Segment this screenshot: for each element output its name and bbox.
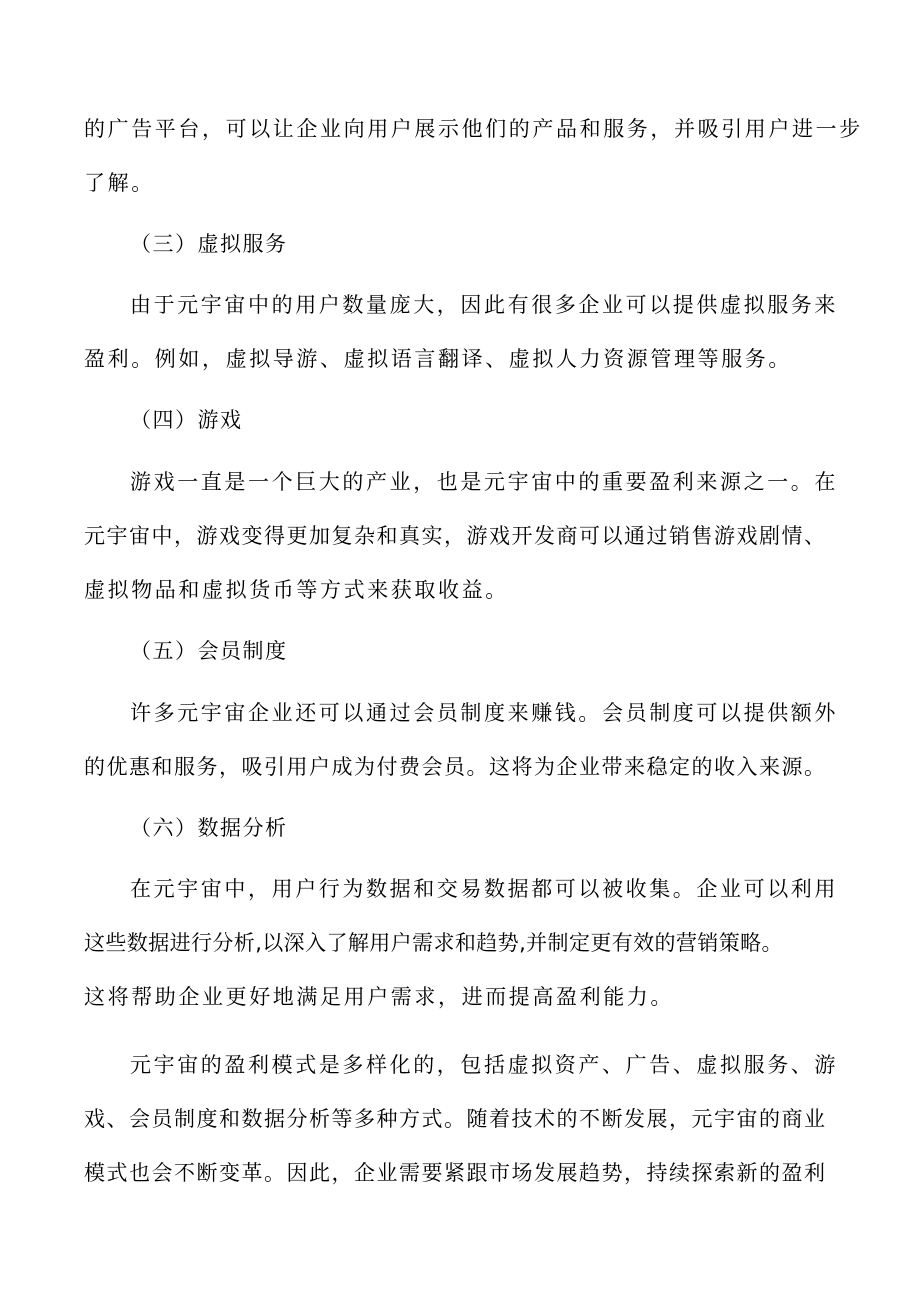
- section-heading-data-analysis: （六）数据分析: [130, 816, 288, 840]
- paragraph-line: 的优惠和服务，吸引用户成为付费会员。这将为企业带来稳定的收入来源。: [84, 755, 827, 779]
- paragraph-line: 模式也会不断变革。因此，企业需要紧跟市场发展趋势，持续探索新的盈利: [84, 1161, 827, 1185]
- paragraph-line: 元宇宙的盈利模式是多样化的，包括虚拟资产、广告、虚拟服务、游: [130, 1053, 838, 1077]
- paragraph-line: 虚拟物品和虚拟货币等方式来获取收益。: [84, 578, 509, 602]
- paragraph-line: 的广告平台，可以让企业向用户展示他们的产品和服务，并吸引用户进一步: [84, 117, 863, 141]
- section-heading-games: （四）游戏: [130, 408, 243, 432]
- section-heading-membership: （五）会员制度: [130, 639, 288, 663]
- paragraph-line: 由于元宇宙中的用户数量庞大，因此有很多企业可以提供虚拟服务来: [130, 293, 838, 317]
- paragraph-line: 了解。: [84, 171, 155, 195]
- paragraph-line: 这些数据进行分析,以深入了解用户需求和趋势,并制定更有效的营销策略。: [84, 931, 783, 955]
- paragraph-line: 戏、会员制度和数据分析等多种方式。随着技术的不断发展，元宇宙的商业: [84, 1107, 827, 1131]
- paragraph-line: 盈利。例如，虚拟导游、虚拟语言翻译、虚拟人力资源管理等服务。: [84, 347, 792, 371]
- paragraph-line: 在元宇宙中，用户行为数据和交易数据都可以被收集。企业可以利用: [130, 877, 838, 901]
- paragraph-line: 游戏一直是一个巨大的产业，也是元宇宙中的重要盈利来源之一。在: [130, 470, 838, 494]
- paragraph-line: 许多元宇宙企业还可以通过会员制度来赚钱。会员制度可以提供额外: [130, 701, 838, 725]
- section-heading-virtual-services: （三）虚拟服务: [130, 232, 288, 256]
- paragraph-line: 这将帮助企业更好地满足用户需求，进而提高盈利能力。: [84, 985, 674, 1009]
- paragraph-line: 元宇宙中，游戏变得更加复杂和真实，游戏开发商可以通过销售游戏剧情、: [84, 524, 827, 548]
